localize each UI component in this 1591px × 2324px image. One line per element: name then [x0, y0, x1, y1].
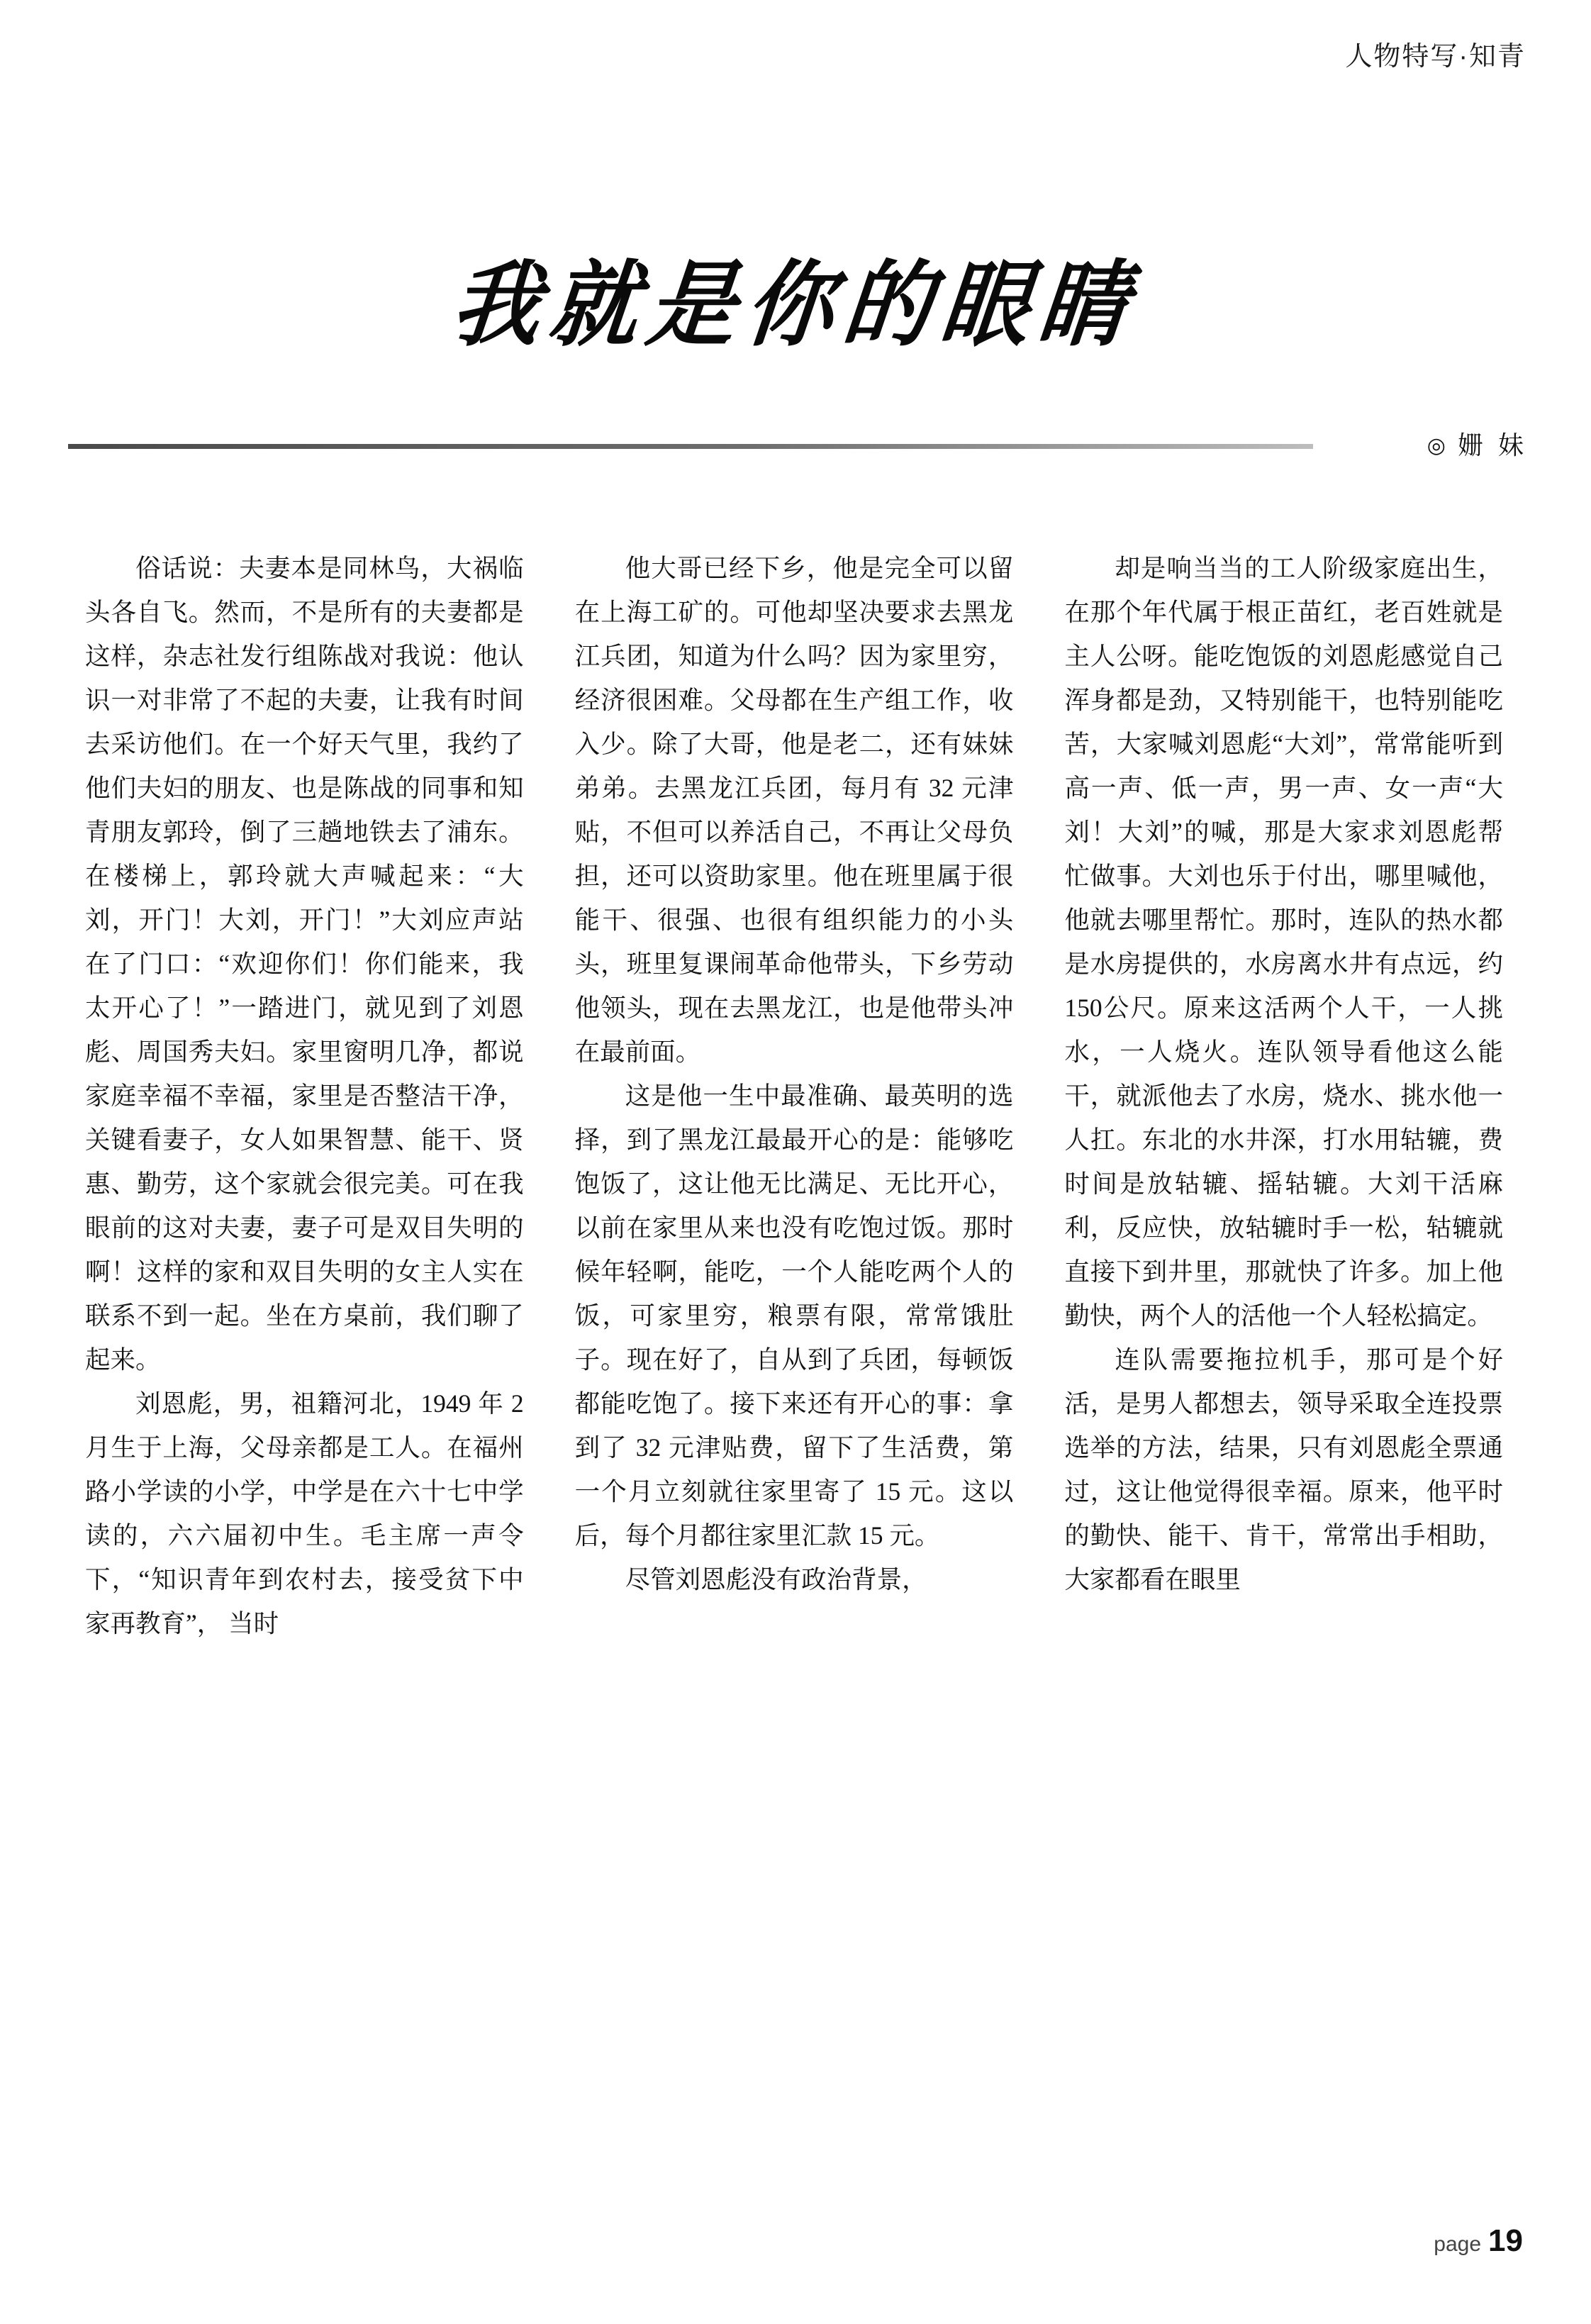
circle-icon: ◎ — [1427, 434, 1448, 457]
title-block — [0, 234, 1591, 360]
paragraph: 这是他一生中最准确、最英明的选择，到了黑龙江最最开心的是：能够吃饱饭了，这让他无比满足、无比开心，以前在家里从来也没有吃饱过饭。那时候年轻啊，能吃，一个人能吃两个人的饭，可家里穷，粮票有限，常常饿肚子。现在好了，自从到了兵团，每顿饭都能吃饱了。接下来还有开心的事：拿到了 32 元津贴费，留下了生活费，第一个月立刻就往家里寄了 15 元。这以后，每个月都往家里汇款 15 元。 — [574, 1082, 1014, 1550]
page-folio — [1434, 2223, 1523, 2259]
article-body — [85, 546, 1503, 1645]
horizontal-rule — [68, 444, 1313, 449]
byline — [1427, 426, 1526, 462]
paragraph: 俗话说：夫妻本是同林鸟，大祸临头各自飞。然而，不是所有的夫妻都是这样，杂志社发行组陈战对我说：他认识一对非常了不起的夫妻，让我有时间去采访他们。在一个好天气里，我约了他们夫妇的朋友、也是陈战的同事和知青朋友郭玲，倒了三趟地铁去了浦东。在楼梯上，郭玲就大声喊起来：“大刘，开门！大刘，开门！”大刘应声站在了门口：“欢迎你们！你们能来，我太开心了！”一踏进门，就见到了刘恩彪、周国秀夫妇。家里窗明几净，都说家庭幸福不幸福，家里是否整洁干净，关键看妻子，女人如果智慧、能干、贤惠、勤劳，这个家就会很完美。可在我眼前的这对夫妻，妻子可是双目失明的啊！这样的家和双目失明的女主人实在联系不到一起。坐在方桌前，我们聊了起来。 — [85, 554, 524, 1374]
page-label: page — [1434, 2233, 1482, 2256]
paragraph: 刘恩彪，男，祖籍河北，1949 年 2 月生于上海，父母亲都是工人。在福州路小学读的小学，中学是在六十七中学读的，六六届初中生。毛主席一声令下，“知识青年到农村去，接受贫下中家再教育”， 当时 — [85, 1389, 524, 1638]
page-title: 我就是你的眼睛 — [447, 254, 1143, 357]
byline-rule-area — [68, 430, 1526, 475]
paragraph: 连队需要拖拉机手，那可是个好活，是男人都想去，领导采取全连投票选举的方法，结果，只有刘恩彪全票通过，这让他觉得很幸福。原来，他平时的勤快、能干、肯干，常常出手相助，大家都看在眼里 — [1064, 1345, 1504, 1594]
text-column-1 — [85, 546, 524, 1645]
text-column-3 — [1064, 546, 1503, 1645]
page-number: 19 — [1488, 2223, 1523, 2258]
paragraph: 他大哥已经下乡，他是完全可以留在上海工矿的。可他却坚决要求去黑龙江兵团，知道为什么吗？因为家里穷，经济很困难。父母都在生产组工作，收入少。除了大哥，他是老二，还有妹妹弟弟。去黑龙江兵团，每月有 32 元津贴，不但可以养活自己，不再让父母负担，还可以资助家里。他在班里属于很能干、很强、也很有组织能力的小头头，班里复课闹革命他带头，下乡劳动他领头，现在去黑龙江，也是他带头冲在最前面。 — [574, 554, 1014, 1066]
running-head: 人物特写·知青 — [1345, 42, 1526, 72]
author-name-part1: 姗 — [1457, 430, 1485, 460]
paragraph: 却是响当当的工人阶级家庭出生，在那个年代属于根正苗红，老百姓就是主人公呀。能吃饱饭的刘恩彪感觉自己浑身都是劲，又特别能干，也特别能吃苦，大家喊刘恩彪“大刘”，常常能听到高一声、低一声，男一声、女一声“大刘！大刘”的喊，那是大家求刘恩彪帮忙做事。大刘也乐于付出，哪里喊他，他就去哪里帮忙。那时，连队的热水都是水房提供的，水房离水井有点远，约150公尺。原来这活两个人干，一人挑水，一人烧火。连队领导看他这么能干，就派他去了水房，烧水、挑水他一人扛。东北的水井深，打水用轱辘，费时间是放轱辘、摇轱辘。大刘干活麻利，反应快，放轱辘时手一松，轱辘就直接下到井里，那就快了许多。加上他勤快，两个人的活他一个人轻松搞定。 — [1064, 554, 1504, 1330]
text-column-2 — [575, 546, 1014, 1645]
paragraph: 尽管刘恩彪没有政治背景， — [625, 1565, 927, 1594]
author-name-part2: 妹 — [1497, 430, 1526, 460]
